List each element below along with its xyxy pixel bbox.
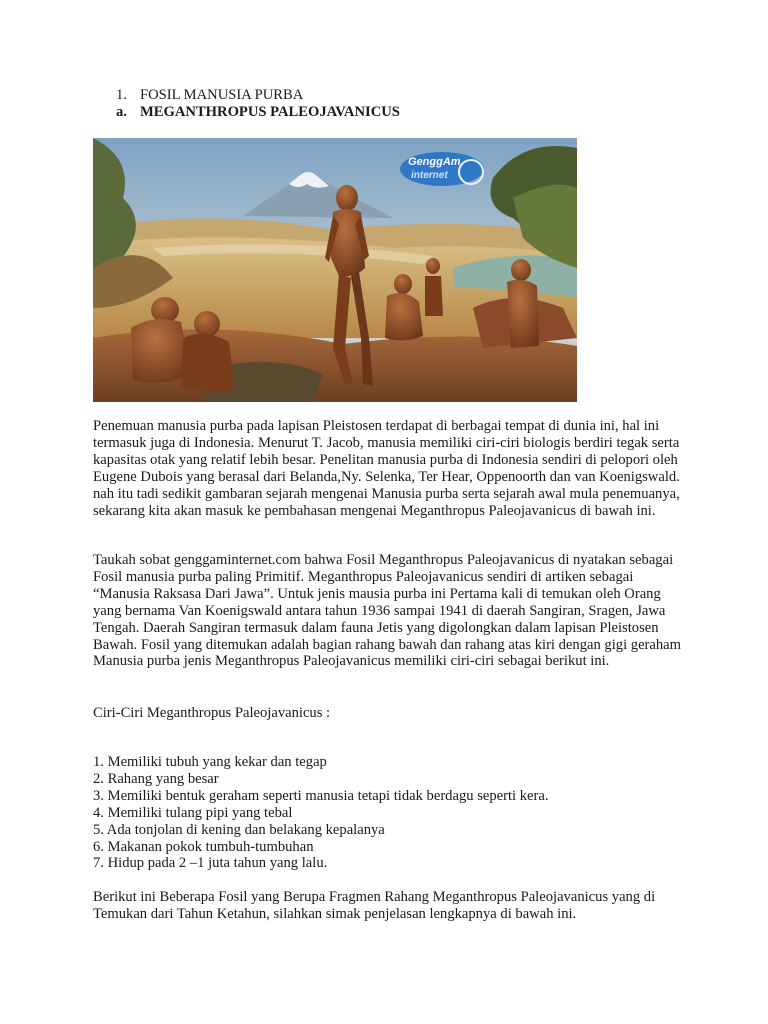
logo-text-bottom: internet (411, 170, 448, 181)
genggam-internet-logo (400, 152, 484, 186)
ciri-ciri-title (93, 705, 683, 722)
list-item: 7. Hidup pada 2 –1 juta tahun yang lalu. (93, 855, 328, 872)
list-item: 5. Ada tonjolan di kening dan belakang kepalanya (93, 821, 385, 838)
heading-item-2 (116, 104, 400, 121)
list-item: 2. Rahang yang besar (93, 770, 219, 787)
paragraph-meganthropus (93, 552, 683, 670)
illustration-painting (93, 138, 577, 402)
heading-item-2-letter: a. (116, 104, 127, 120)
list-item: 3. Memiliki bentuk geraham seperti manusia tetapi tidak berdagu seperti kera. (93, 787, 549, 804)
ciri-ciri-title-text: Ciri-Ciri Meganthropus Paleojavanicus : (93, 705, 331, 721)
paragraph-meganthropus-text: Taukah sobat genggaminternet.com bahwa Fosil Meganthropus Paleojavanicus di nyatakan sebagai Fosil manusia purba paling Primitif. Meganthropus Paleojavanicus sendiri di artiken sebagai “Manusia Raksasa Dari Jawa”. Untuk jenis mausia purba ini Pertama kali di temukan oleh Orang yang bernama Van Koenigswald antara tahun 1936 sampai 1941 di daerah Sangiran, Sragen, Jawa Tengah. Daerah Sangiran termasuk dalam fauna Jetis yang digolongkan dalam lapisan Pleistosen Bawah. Fosil yang ditemukan adalah bagian rahang bawah dan rahang atas kiri dengan gigi geraham Manusia purba jenis Meganthropus Paleojavanicus memiliki ciri-ciri sebagai berikut ini. (93, 552, 682, 670)
heading-item-1 (116, 87, 303, 104)
heading-item-1-text: FOSIL MANUSIA PURBA (140, 87, 304, 103)
paragraph-fossil-fragments-text: Berikut ini Beberapa Fosil yang Berupa Fragmen Rahang Meganthropus Paleojavanicus yang di Temukan dari Tahun Ketahun, silahkan simak penjelasan lengkapnya di bawah ini. (93, 889, 656, 922)
heading-item-1-number: 1. (116, 87, 127, 103)
heading-item-2-text: MEGANTHROPUS PALEOJAVANICUS (140, 104, 400, 120)
meganthropus-illustration (93, 138, 577, 402)
paragraph-intro (93, 418, 683, 519)
list-item: 6. Makanan pokok tumbuh-tumbuhan (93, 838, 314, 855)
paragraph-intro-text: Penemuan manusia purba pada lapisan Pleistosen terdapat di berbagai tempat di dunia ini, hal ini termasuk juga di Indonesia. Menurut T. Jacob, manusia memiliki ciri-ciri biologis berdiri tegak serta kapasitas otak yang relatif lebih besar. Penelitan manusia purba di Indonesia sendiri di pelopori oleh Eugene Dubois yang berasal dari Belanda,Ny. Selenka, Ter Hear, Oppenoorth dan van Koenigswald. nah itu tadi sedikit gambaran sejarah mengenai Manusia purba serta sejarah awal mula penemuanya, sekarang kita akan masuk ke pembahasan mengenai Meganthropus Paleojavanicus di bawah ini. (93, 418, 680, 519)
ciri-ciri-list (93, 754, 683, 872)
logo-text-top: GenggAm (408, 156, 461, 168)
list-item: 4. Memiliki tulang pipi yang tebal (93, 804, 293, 821)
list-item: 1. Memiliki tubuh yang kekar dan tegap (93, 754, 327, 770)
paragraph-fossil-fragments (93, 889, 683, 923)
